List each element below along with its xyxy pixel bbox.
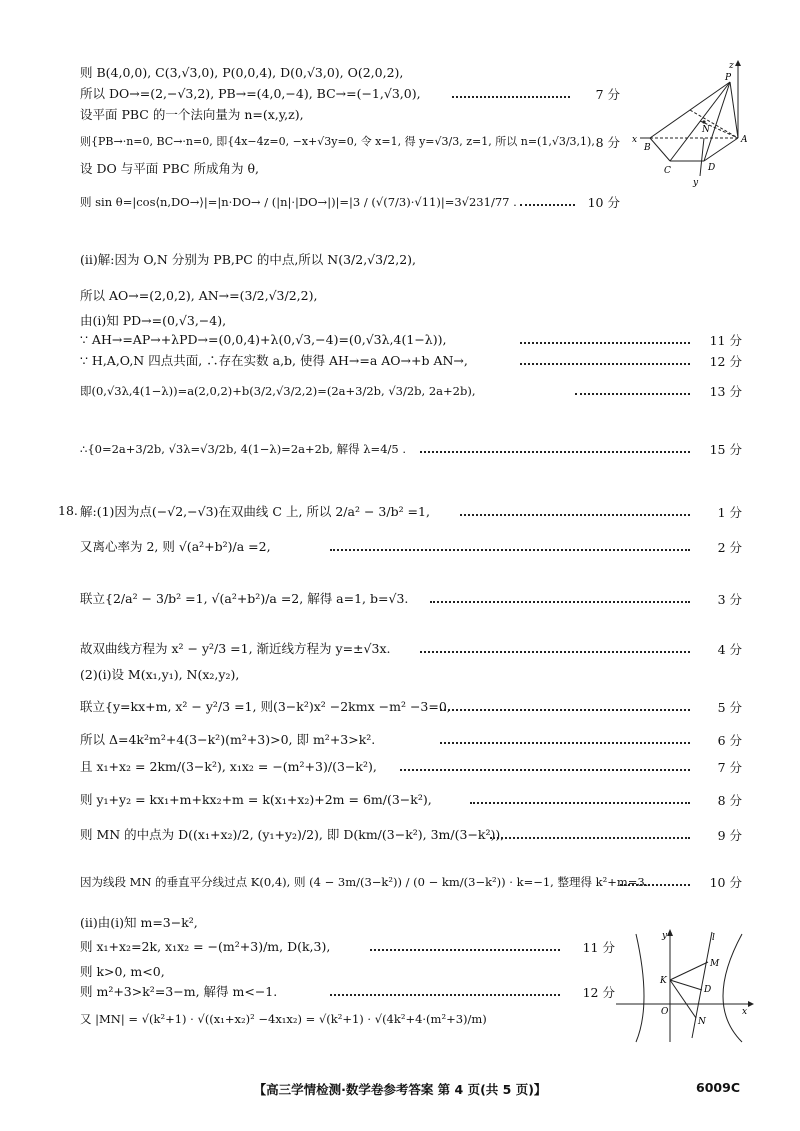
score: 2 分 <box>717 540 742 555</box>
line-15: 又离心率为 2, 则 √(a²+b²)/a =2, <box>80 539 271 554</box>
dot-leader <box>370 949 560 951</box>
fig2-label: D <box>704 985 712 995</box>
line-5: 设 DO 与平面 PBC 所成角为 θ, <box>80 161 260 176</box>
dot-leader <box>330 549 690 551</box>
fig1-label: y <box>693 178 699 188</box>
score: 10 分 <box>587 195 620 210</box>
fig2-label: l <box>712 933 715 943</box>
score: 8 分 <box>717 793 742 808</box>
fig1-label: N <box>702 125 710 135</box>
score: 6 分 <box>717 733 742 748</box>
dot-leader <box>430 601 690 603</box>
line-20: 所以 Δ=4k²m²+4(3−k²)(m²+3)>0, 即 m²+3>k². <box>80 732 376 747</box>
score: 10 分 <box>709 875 742 890</box>
dot-leader <box>460 514 690 516</box>
dot-leader <box>520 363 690 365</box>
line-6: 则 sin θ=|cos⟨n,DO→⟩|=|n·DO→ / (|n|·|DO→|)|=|3 / (√(7/3)·√11)|=3√231/77 . <box>80 195 517 209</box>
line-9: 由(i)知 PD→=(0,√3,−4), <box>80 313 227 328</box>
doc-code: 6009C <box>696 1080 740 1095</box>
line-22: 则 y₁+y₂ = kx₁+m+kx₂+m = k(x₁+x₂)+2m = 6m/(3−k²), <box>80 792 432 807</box>
line-4: 则{PB→·n=0, BC→·n=0, 即{4x−4z=0, −x+√3y=0, 令 x=1, 得 y=√3/3, z=1, 所以 n=(1,√3/3,1), <box>80 135 595 148</box>
line-11: ∵ H,A,O,N 四点共面, ∴存在实数 a,b, 使得 AH→=a AO→+b AN→, <box>80 353 468 368</box>
line-23: 则 MN 的中点为 D((x₁+x₂)/2, (y₁+y₂)/2), 即 D(km/(3−k²), 3m/(3−k²)), <box>80 827 505 842</box>
score: 5 分 <box>717 700 742 715</box>
line-7: (ii)解:因为 O,N 分别为 PB,PC 的中点,所以 N(3/2,√3/2,2), <box>80 252 417 267</box>
line-17: 故双曲线方程为 x² − y²/3 =1, 渐近线方程为 y=±√3x. <box>80 641 391 656</box>
question-number: 18. <box>58 503 78 518</box>
fig2-label: O <box>661 1007 669 1017</box>
dot-leader <box>575 393 690 395</box>
fig1-label: D <box>708 163 716 173</box>
fig2-label: K <box>660 976 667 986</box>
line-2: 所以 DO→=(2,−√3,2), PB→=(4,0,−4), BC→=(−1,√3,0), <box>80 86 421 101</box>
score: 7 分 <box>717 760 742 775</box>
fig1-label: B <box>644 143 651 153</box>
fig1-label: C <box>664 166 671 176</box>
line-26: 则 x₁+x₂=2k, x₁x₂ = −(m²+3)/m, D(k,3), <box>80 939 331 954</box>
score: 12 分 <box>582 985 615 1000</box>
dot-leader <box>520 342 690 344</box>
dot-leader <box>620 884 690 886</box>
line-12: 即(0,√3λ,4(1−λ))=a(2,0,2)+b(3/2,√3/2,2)=(2a+3/2b, √3/2b, 2a+2b), <box>80 384 476 398</box>
line-10: ∵ AH→=AP→+λPD→=(0,0,4)+λ(0,√3,−4)=(0,√3λ,4(1−λ)), <box>80 332 447 347</box>
dot-leader <box>520 204 575 206</box>
score: 7 分 <box>595 87 620 102</box>
score: 1 分 <box>717 505 742 520</box>
score: 12 分 <box>709 354 742 369</box>
line-14: 解:(1)因为点(−√2,−√3)在双曲线 C 上, 所以 2/a² − 3/b² =1, <box>80 504 430 519</box>
dot-leader <box>420 451 690 453</box>
fig1-label: P <box>725 73 732 83</box>
dot-leader <box>420 651 690 653</box>
score: 15 分 <box>709 442 742 457</box>
dot-leader <box>440 709 690 711</box>
dot-leader <box>470 802 690 804</box>
score: 4 分 <box>717 642 742 657</box>
fig1-label: A <box>741 135 748 145</box>
dot-leader <box>400 769 690 771</box>
line-24: 因为线段 MN 的垂直平分线过点 K(0,4), 则 (4 − 3m/(3−k²)) / (0 − km/(3−k²)) · k=−1, 整理得 k²+m=3. <box>80 875 649 889</box>
score: 8 分 <box>595 135 620 150</box>
dot-leader <box>440 742 690 744</box>
hyperbola-figure <box>614 926 754 1046</box>
line-3: 设平面 PBC 的一个法向量为 n=(x,y,z), <box>80 107 304 122</box>
page-footer: 【高三学情检测·数学卷参考答案 第 4 页(共 5 页)】 <box>253 1082 547 1097</box>
dot-leader <box>452 96 570 98</box>
score: 9 分 <box>717 828 742 843</box>
pyramid-figure <box>630 58 750 188</box>
line-19: 联立{y=kx+m, x² − y²/3 =1, 则(3−k²)x² −2kmx −m² −3=0, <box>80 699 451 714</box>
line-18: (2)(i)设 M(x₁,y₁), N(x₂,y₂), <box>80 667 240 682</box>
fig1-label: z <box>729 61 734 71</box>
line-1: 则 B(4,0,0), C(3,√3,0), P(0,0,4), D(0,√3,0), O(2,0,2), <box>80 65 404 80</box>
score: 11 分 <box>582 940 615 955</box>
score: 11 分 <box>709 333 742 348</box>
line-27: 则 k>0, m<0, <box>80 964 165 979</box>
line-29: 又 |MN| = √(k²+1) · √((x₁+x₂)² −4x₁x₂) = √(k²+1) · √(4k²+4·(m²+3)/m) <box>80 1012 487 1026</box>
fig1-label: x <box>632 135 638 145</box>
fig2-label: x <box>742 1007 748 1017</box>
line-13: ∴{0=2a+3/2b, √3λ=√3/2b, 4(1−λ)=2a+2b, 解得 λ=4/5 . <box>80 442 407 456</box>
score: 13 分 <box>709 384 742 399</box>
line-8: 所以 AO→=(2,0,2), AN→=(3/2,√3/2,2), <box>80 288 318 303</box>
score: 3 分 <box>717 592 742 607</box>
line-21: 且 x₁+x₂ = 2km/(3−k²), x₁x₂ = −(m²+3)/(3−k²), <box>80 759 377 774</box>
fig2-label: M <box>710 959 720 969</box>
line-28: 则 m²+3>k²=3−m, 解得 m<−1. <box>80 984 278 999</box>
fig2-label: N <box>698 1017 706 1027</box>
line-25: (ii)由(i)知 m=3−k², <box>80 915 198 930</box>
fig2-label: y <box>662 931 668 941</box>
dot-leader <box>490 837 690 839</box>
line-16: 联立{2/a² − 3/b² =1, √(a²+b²)/a =2, 解得 a=1, b=√3. <box>80 591 409 606</box>
dot-leader <box>330 994 560 996</box>
